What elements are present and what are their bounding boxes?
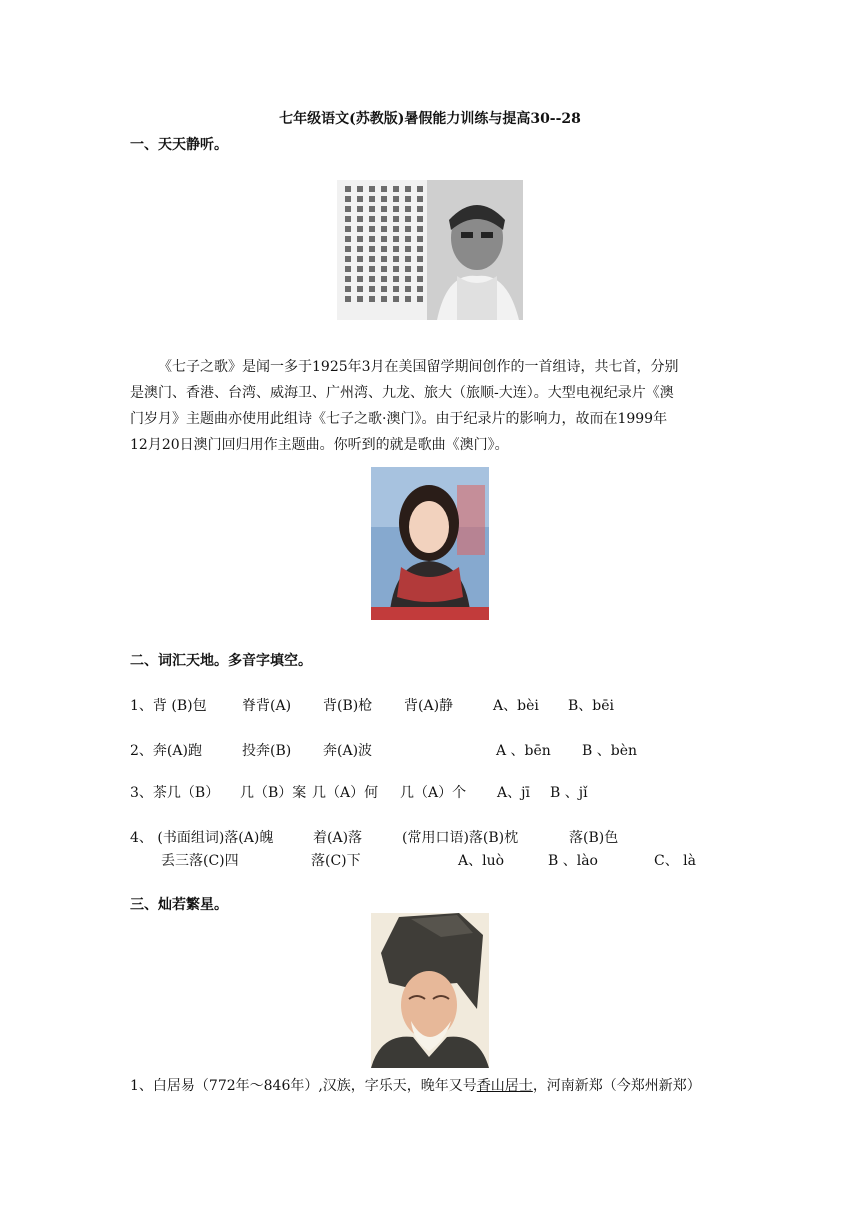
paragraph-line: 门岁月》主题曲亦使用此组诗《七子之歌·澳门》。由于纪录片的影响力，故而在1999年 — [130, 411, 668, 427]
poet-photo — [427, 180, 523, 320]
q3-option: A、jī — [497, 785, 530, 801]
q4-item: 落(B)色 — [569, 830, 619, 846]
page-title: 七年级语文(苏教版)暑假能力训练与提高30--28 — [279, 111, 581, 127]
girl-photo-icon — [371, 467, 489, 620]
poem-text-image — [337, 180, 427, 320]
q4-item: 4、 (书面组词)落(A)魄 — [130, 830, 274, 846]
section-2-heading: 二、词汇天地。多音字填空。 — [130, 653, 312, 669]
q2-item: 投奔(B) — [242, 743, 292, 759]
q3-item: 几（A）何 — [312, 785, 379, 801]
intro-paragraph — [130, 354, 730, 458]
q2-item: 奔(A)波 — [323, 743, 373, 759]
bai-juyi-portrait-icon — [371, 913, 489, 1068]
paragraph-line: 是澳门、香港、台湾、威海卫、广州湾、九龙、旅大（旅顺-大连）。大型电视纪录片《澳 — [130, 385, 674, 401]
q3-item: 3、茶几（B） — [130, 785, 220, 801]
q4-option: B 、lào — [548, 853, 598, 869]
q1-item: 背(B)枪 — [323, 698, 373, 714]
q1-item: 1、背 (B)包 — [130, 698, 207, 714]
bottom-line-after: ，河南新郑（今郑州新郑） — [532, 1078, 701, 1094]
q4-option: C、 là — [654, 853, 696, 869]
q4-item: (常用口语)落(B)枕 — [402, 830, 519, 846]
paragraph-line: 《七子之歌》是闻一多于1925年3月在美国留学期间创作的一首组诗，共七首，分别 — [158, 359, 679, 375]
poet-portrait-icon — [337, 180, 523, 320]
section-3-heading: 三、灿若繁星。 — [130, 897, 228, 913]
bottom-line — [130, 1075, 701, 1095]
q4-item: 着(A)落 — [313, 830, 363, 846]
q4-item: 落(C)下 — [311, 853, 361, 869]
section-1-heading: 一、天天静听。 — [130, 137, 228, 153]
q3-item: 几（A）个 — [400, 785, 467, 801]
q1-option: A、bèi — [493, 698, 539, 714]
q3-item: 几（B）案 — [240, 785, 307, 801]
q1-item: 背(A)静 — [404, 698, 454, 714]
q1-item: 脊背(A) — [242, 698, 292, 714]
q1-option: B、bēi — [568, 698, 615, 714]
q2-item: 2、奔(A)跑 — [130, 743, 202, 759]
q2-option: A 、bēn — [496, 743, 551, 759]
bottom-line-before: 1、白居易（772年～846年）,汉族，字乐天，晚年又号 — [130, 1078, 477, 1094]
q4-option: A、luò — [458, 853, 505, 869]
paragraph-line: 12月20日澳门回归用作主题曲。你听到的就是歌曲《澳门》。 — [130, 437, 509, 453]
underlined-name: 香山居士 — [476, 1078, 533, 1094]
q3-option: B 、jǐ — [550, 785, 588, 801]
q2-option: B 、bèn — [582, 743, 638, 759]
q4-item: 丢三落(C)四 — [161, 853, 239, 869]
